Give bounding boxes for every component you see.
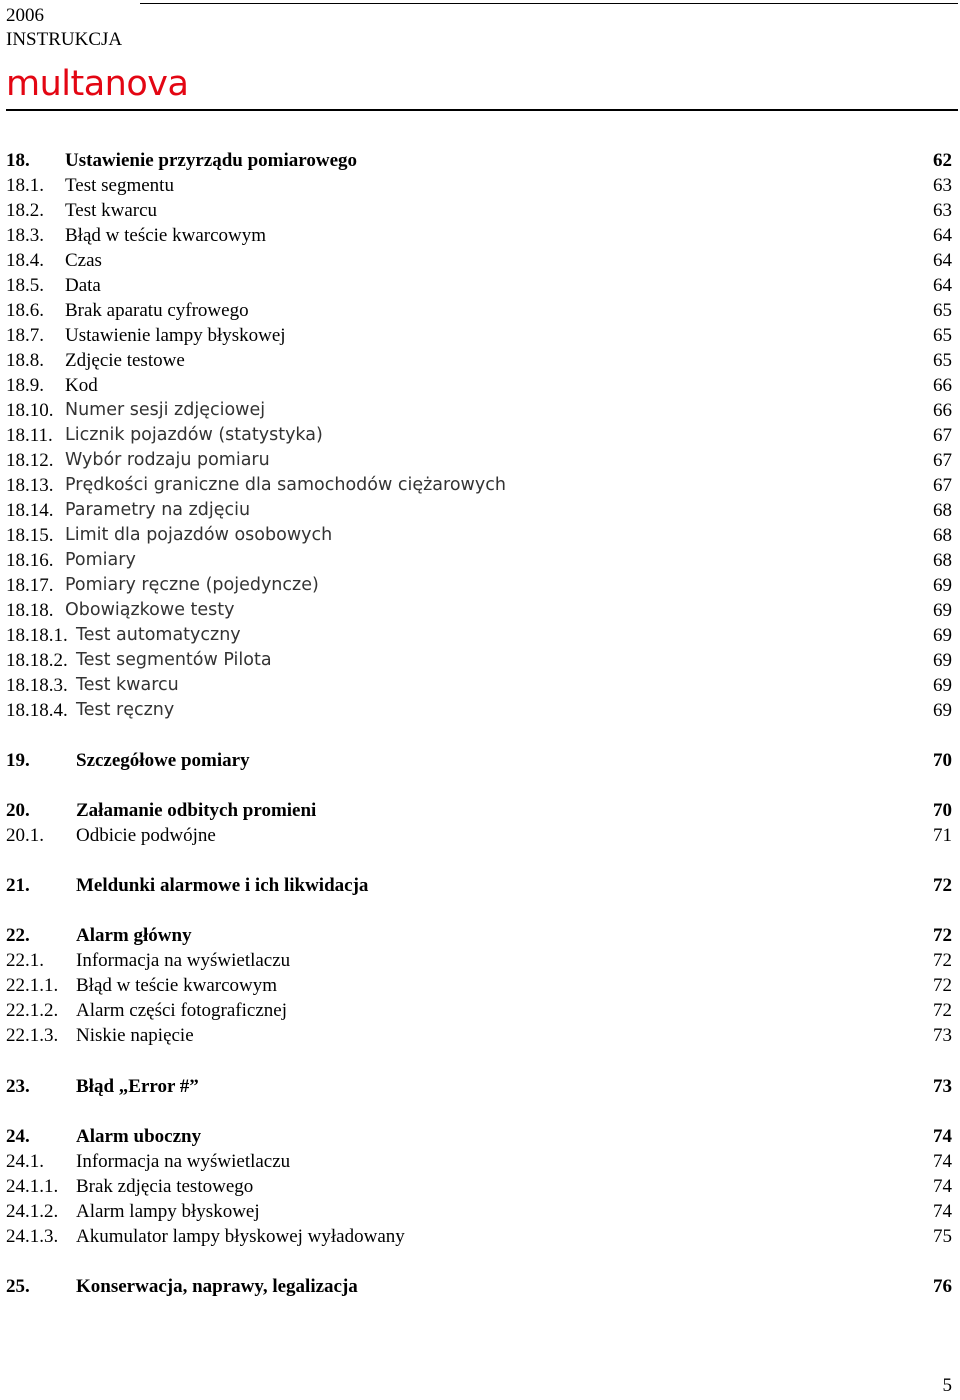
toc-page-number: 74 — [933, 1176, 952, 1197]
toc-row[interactable] — [6, 248, 952, 273]
toc-section-title: Ustawienie lampy błyskowej — [65, 325, 286, 346]
toc-section-number: 18.9. — [6, 375, 44, 396]
toc-section-number: 24.1.1. — [6, 1176, 59, 1197]
toc-section-number: 23. — [6, 1076, 30, 1097]
toc-section-title: Obowiązkowe testy — [65, 600, 235, 620]
toc-section-title: Limit dla pojazdów osobowych — [65, 525, 333, 545]
toc-row[interactable] — [6, 923, 952, 948]
toc-row[interactable] — [6, 873, 952, 898]
toc-section-title: Pomiary ręczne (pojedyncze) — [65, 575, 319, 595]
toc-page-number: 75 — [933, 1226, 952, 1247]
toc-row[interactable] — [6, 698, 952, 723]
toc-page-number: 72 — [933, 950, 952, 971]
toc-section-title: Numer sesji zdjęciowej — [65, 400, 266, 420]
toc-row[interactable] — [6, 298, 952, 323]
toc-page-number: 64 — [933, 225, 952, 246]
toc-section-number: 18.8. — [6, 350, 44, 371]
toc-section-number: 18.16. — [6, 550, 54, 571]
toc-section-title: Kod — [65, 375, 98, 396]
toc-row[interactable] — [6, 498, 952, 523]
toc-page-number: 67 — [933, 475, 952, 496]
toc-row[interactable] — [6, 173, 952, 198]
toc-row[interactable] — [6, 198, 952, 223]
toc-row[interactable] — [6, 973, 952, 998]
toc-section-number: 20. — [6, 800, 30, 821]
toc-section-number: 18.7. — [6, 325, 44, 346]
toc-section-title: Czas — [65, 250, 102, 271]
toc-row[interactable] — [6, 448, 952, 473]
toc-page-number: 70 — [933, 800, 952, 821]
toc-section-title: Parametry na zdjęciu — [65, 500, 251, 520]
toc-section-number: 18.12. — [6, 450, 54, 471]
toc-section-title: Alarm części fotograficznej — [76, 1000, 287, 1021]
toc-page-number: 64 — [933, 250, 952, 271]
toc-page-number: 66 — [933, 400, 952, 421]
toc-page-number: 67 — [933, 450, 952, 471]
toc-page-number: 72 — [933, 875, 952, 896]
toc-page-number: 63 — [933, 175, 952, 196]
toc-row[interactable] — [6, 373, 952, 398]
toc-row[interactable] — [6, 1074, 952, 1099]
toc-section-title: Błąd w teście kwarcowym — [76, 975, 278, 996]
toc-row[interactable] — [6, 273, 952, 298]
toc-row[interactable] — [6, 1274, 952, 1299]
toc-section-title: Alarm uboczny — [76, 1126, 202, 1147]
toc-section-number: 24.1.2. — [6, 1201, 59, 1222]
toc-page-number: 72 — [933, 975, 952, 996]
toc-section-number: 18.11. — [6, 425, 53, 446]
toc-section-title: Szczegółowe pomiary — [76, 750, 250, 771]
toc-row[interactable] — [6, 948, 952, 973]
toc-row[interactable] — [6, 748, 952, 773]
toc-section-title: Test segmentów Pilota — [76, 650, 272, 670]
toc-section-title: Błąd „Error #” — [76, 1076, 199, 1097]
toc-page-number: 69 — [933, 600, 952, 621]
toc-page-number: 68 — [933, 500, 952, 521]
toc-page-number: 69 — [933, 650, 952, 671]
toc-section-number: 24.1.3. — [6, 1226, 59, 1247]
toc-page-number: 74 — [933, 1201, 952, 1222]
toc-page-number: 62 — [933, 150, 952, 171]
toc-section-number: 18.3. — [6, 225, 44, 246]
toc-section-title: Licznik pojazdów (statystyka) — [65, 425, 323, 445]
header-doc-type: INSTRUKCJA — [6, 29, 123, 50]
toc-page-number: 68 — [933, 525, 952, 546]
toc-section-number: 18.5. — [6, 275, 44, 296]
toc-row[interactable] — [6, 348, 952, 373]
toc-page-number: 69 — [933, 700, 952, 721]
toc-page-number: 65 — [933, 325, 952, 346]
toc-page-number: 68 — [933, 550, 952, 571]
toc-section-number: 18.6. — [6, 300, 44, 321]
toc-row[interactable] — [6, 423, 952, 448]
toc-page-number: 66 — [933, 375, 952, 396]
toc-section-number: 18.2. — [6, 200, 44, 221]
toc-page-number: 73 — [933, 1025, 952, 1046]
toc-row[interactable] — [6, 648, 952, 673]
toc-page-number: 73 — [933, 1076, 952, 1097]
toc-section-number: 20.1. — [6, 825, 44, 846]
toc-row[interactable] — [6, 548, 952, 573]
toc-section-title: Alarm główny — [76, 925, 192, 946]
toc-section-number: 24. — [6, 1126, 30, 1147]
page-number: 5 — [942, 1375, 952, 1396]
toc-section-number: 18. — [6, 150, 30, 171]
toc-section-title: Pomiary — [65, 550, 136, 570]
toc-row[interactable] — [6, 223, 952, 248]
toc-section-title: Akumulator lampy błyskowej wyładowany — [76, 1226, 405, 1247]
toc-section-title: Odbicie podwójne — [76, 825, 216, 846]
toc-section-number: 18.18.3. — [6, 675, 68, 696]
toc-section-number: 22.1.1. — [6, 975, 59, 996]
toc-section-title: Informacja na wyświetlaczu — [76, 950, 291, 971]
toc-row[interactable] — [6, 323, 952, 348]
toc-row[interactable] — [6, 398, 952, 423]
toc-section-number: 22.1.3. — [6, 1025, 59, 1046]
toc-page-number: 65 — [933, 300, 952, 321]
toc-page-number: 65 — [933, 350, 952, 371]
toc-row[interactable] — [6, 573, 952, 598]
toc-row[interactable] — [6, 1224, 952, 1249]
toc-page-number: 63 — [933, 200, 952, 221]
toc-row[interactable] — [6, 1149, 952, 1174]
toc-row[interactable] — [6, 998, 952, 1023]
toc-section-number: 22.1. — [6, 950, 44, 971]
toc-section-title: Informacja na wyświetlaczu — [76, 1151, 291, 1172]
toc-section-title: Brak aparatu cyfrowego — [65, 300, 249, 321]
brand-logo-text: multanova — [6, 64, 189, 104]
toc-section-number: 24.1. — [6, 1151, 44, 1172]
toc-row[interactable] — [6, 823, 952, 848]
toc-section-number: 25. — [6, 1276, 30, 1297]
toc-page-number: 72 — [933, 925, 952, 946]
toc-section-title: Błąd w teście kwarcowym — [65, 225, 267, 246]
toc-page-number: 74 — [933, 1126, 952, 1147]
toc-page-number: 76 — [933, 1276, 952, 1297]
toc-page-number: 69 — [933, 625, 952, 646]
toc-page-number: 64 — [933, 275, 952, 296]
toc-section-number: 18.18.2. — [6, 650, 68, 671]
toc-page-number: 72 — [933, 1000, 952, 1021]
toc-row[interactable] — [6, 1174, 952, 1199]
toc-page-number: 71 — [933, 825, 952, 846]
toc-section-title: Test kwarcu — [76, 675, 179, 695]
toc-section-number: 18.4. — [6, 250, 44, 271]
toc-row[interactable] — [6, 623, 952, 648]
toc-section-title: Test segmentu — [65, 175, 174, 196]
toc-section-title: Załamanie odbitych promieni — [76, 800, 317, 821]
toc-section-title: Niskie napięcie — [76, 1025, 194, 1046]
toc-section-number: 18.1. — [6, 175, 44, 196]
toc-row[interactable] — [6, 473, 952, 498]
toc-row[interactable] — [6, 1199, 952, 1224]
toc-section-title: Test ręczny — [76, 700, 175, 720]
toc-page-number: 67 — [933, 425, 952, 446]
toc-section-number: 21. — [6, 875, 30, 896]
toc-section-number: 22. — [6, 925, 30, 946]
toc-section-number: 22.1.2. — [6, 1000, 59, 1021]
toc-row[interactable] — [6, 523, 952, 548]
toc-row[interactable] — [6, 1124, 952, 1149]
toc-section-title: Wybór rodzaju pomiaru — [65, 450, 270, 470]
toc-section-title: Konserwacja, naprawy, legalizacja — [76, 1276, 358, 1297]
header-year: 2006 — [6, 5, 44, 26]
toc-page-number: 74 — [933, 1151, 952, 1172]
toc-section-number: 18.18.4. — [6, 700, 68, 721]
toc-section-title: Test automatyczny — [76, 625, 241, 645]
toc-section-title: Data — [65, 275, 101, 296]
toc-section-title: Alarm lampy błyskowej — [76, 1201, 260, 1222]
toc-section-title: Prędkości graniczne dla samochodów ciężarowych — [65, 475, 506, 495]
toc-section-number: 18.13. — [6, 475, 54, 496]
toc-row[interactable] — [6, 598, 952, 623]
toc-section-number: 18.14. — [6, 500, 54, 521]
toc-section-title: Brak zdjęcia testowego — [76, 1176, 254, 1197]
toc-section-number: 18.10. — [6, 400, 54, 421]
toc-page-number: 70 — [933, 750, 952, 771]
toc-page-number: 69 — [933, 575, 952, 596]
toc-section-title: Meldunki alarmowe i ich likwidacja — [76, 875, 369, 896]
toc-section-title: Zdjęcie testowe — [65, 350, 185, 371]
toc-section-number: 18.17. — [6, 575, 54, 596]
toc-page-number: 69 — [933, 675, 952, 696]
toc-row[interactable] — [6, 1023, 952, 1048]
toc-row[interactable] — [6, 798, 952, 823]
toc-section-number: 19. — [6, 750, 30, 771]
toc-row[interactable] — [6, 148, 952, 173]
toc-row[interactable] — [6, 673, 952, 698]
toc-section-number: 18.15. — [6, 525, 54, 546]
toc-section-title: Ustawienie przyrządu pomiarowego — [65, 150, 358, 171]
toc-section-title: Test kwarcu — [65, 200, 158, 221]
toc-section-number: 18.18.1. — [6, 625, 68, 646]
toc-section-number: 18.18. — [6, 600, 54, 621]
